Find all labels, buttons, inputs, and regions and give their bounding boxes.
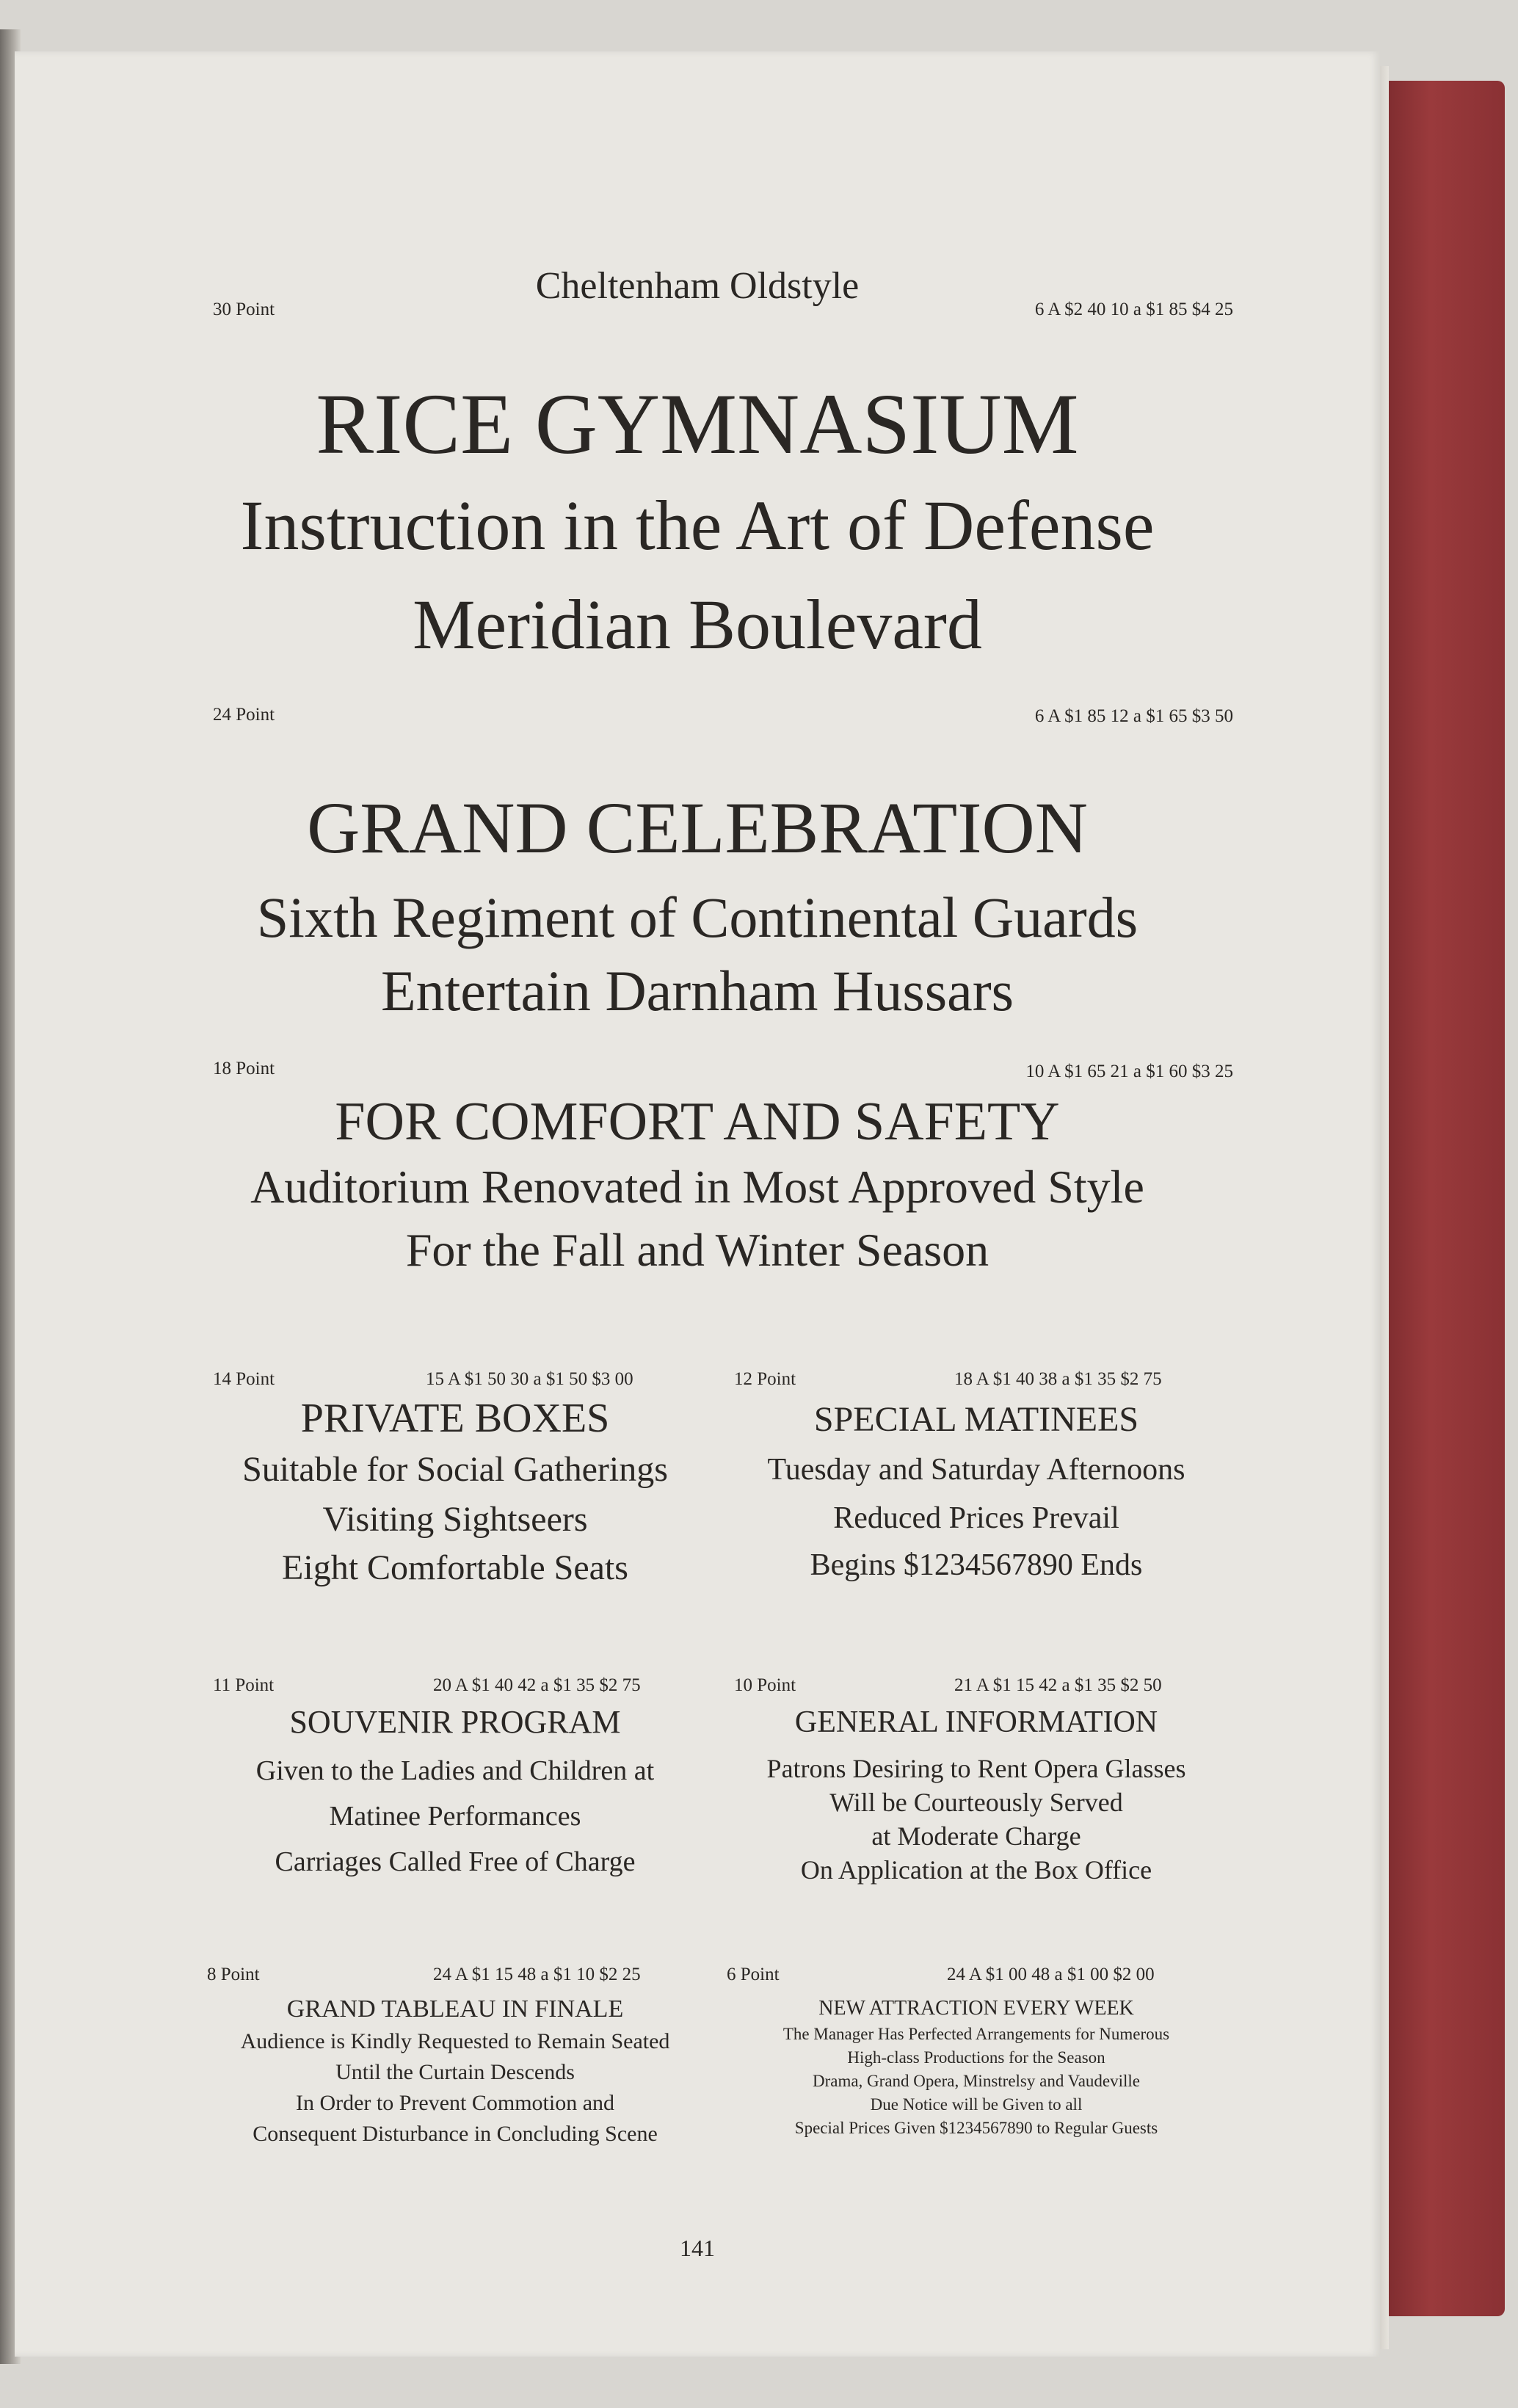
specimen-6-line-2: The Manager Has Perfected Arrangements for Numerous <box>782 2025 1170 2043</box>
size-label-10: 10 Point <box>734 1675 796 1695</box>
specimen-6-line-1: NEW ATTRACTION EVERY WEEK <box>818 1997 1134 2020</box>
specimen-10-line-4: at Moderate Charge <box>871 1821 1081 1851</box>
specimen-12-line-1: SPECIAL MATINEES <box>813 1400 1139 1439</box>
book-cover-edge <box>1380 81 1505 2316</box>
specimen-14-line-1: PRIVATE BOXES <box>300 1396 610 1441</box>
specimen-6-line-4: Drama, Grand Opera, Minstrelsy and Vaudeville <box>812 2072 1141 2090</box>
specimen-18-line-3: For the Fall and Winter Season <box>405 1224 989 1276</box>
specimen-6-line-3: High-class Productions for the Season <box>847 2048 1105 2067</box>
specimen-18-line-2: Auditorium Renovated in Most Approved Style <box>250 1161 1144 1213</box>
specimen-24-line-3: Entertain Darnham Hussars <box>380 959 1014 1023</box>
specimen-11 <box>191 1703 719 1891</box>
specimen-6-line-5: Due Notice will be Given to all <box>870 2095 1083 2114</box>
specimen-11-line-4: Carriages Called Free of Charge <box>275 1846 636 1877</box>
price-10: 21 A $1 15 42 a $1 35 $2 50 <box>954 1675 1162 1695</box>
specimen-14-line-4: Eight Comfortable Seats <box>282 1548 628 1587</box>
price-12: 18 A $1 40 38 a $1 35 $2 75 <box>954 1369 1162 1389</box>
running-head: Cheltenham Oldstyle <box>535 265 860 307</box>
size-label-18: 18 Point <box>213 1059 275 1078</box>
specimen-18-line-1: FOR COMFORT AND SAFETY <box>335 1092 1060 1152</box>
specimen-14 <box>191 1395 719 1596</box>
size-label-6: 6 Point <box>727 1965 780 1984</box>
page-number: 141 <box>680 2235 715 2261</box>
specimen-14-line-3: Visiting Sightseers <box>322 1500 588 1539</box>
price-6: 24 A $1 00 48 a $1 00 $2 00 <box>947 1965 1155 1984</box>
specimen-12-line-2: Tuesday and Saturday Afternoons <box>767 1453 1185 1487</box>
specimen-24-line-1: GRAND CELEBRATION <box>307 787 1088 868</box>
specimen-12-line-4: Begins $1234567890 Ends <box>810 1548 1143 1582</box>
specimen-10-line-3: Will be Courteously Served <box>829 1788 1123 1817</box>
specimen-12 <box>719 1399 1233 1595</box>
size-label-30: 30 Point <box>213 300 275 319</box>
price-14: 15 A $1 50 30 a $1 50 $3 00 <box>426 1369 633 1389</box>
specimen-10-line-1: GENERAL INFORMATION <box>794 1705 1158 1739</box>
specimen-12-line-3: Reduced Prices Prevail <box>833 1501 1119 1535</box>
specimen-11-line-1: SOUVENIR PROGRAM <box>289 1704 621 1740</box>
specimen-8-line-4: In Order to Prevent Commotion and <box>295 2091 615 2115</box>
specimen-14-line-2: Suitable for Social Gatherings <box>242 1450 668 1489</box>
size-label-12: 12 Point <box>734 1369 796 1389</box>
specimen-10 <box>719 1705 1233 1888</box>
specimen-10-line-5: On Application at the Box Office <box>800 1855 1152 1885</box>
specimen-8-line-2: Audience is Kindly Requested to Remain Seated <box>240 2029 670 2053</box>
price-24: 6 A $1 85 12 a $1 65 $3 50 <box>1034 706 1233 726</box>
specimen-8-line-5: Consequent Disturbance in Concluding Scene <box>253 2122 658 2146</box>
price-18: 10 A $1 65 21 a $1 60 $3 25 <box>1025 1062 1233 1081</box>
specimen-8 <box>191 1995 719 2153</box>
specimen-30-line-2: Instruction in the Art of Defense <box>240 486 1155 565</box>
size-label-14: 14 Point <box>213 1369 275 1389</box>
specimen-11-line-2: Given to the Ladies and Children at <box>255 1755 655 1786</box>
price-30: 6 A $2 40 10 a $1 85 $4 25 <box>1034 300 1233 319</box>
specimen-page <box>15 51 1380 2357</box>
size-label-24: 24 Point <box>213 705 275 725</box>
specimen-30-line-3: Meridian Boulevard <box>413 585 982 664</box>
specimen-8-line-3: Until the Curtain Descends <box>335 2060 575 2084</box>
price-8: 24 A $1 15 48 a $1 10 $2 25 <box>433 1965 641 1984</box>
specimen-30-line-1: RICE GYMNASIUM <box>316 376 1079 472</box>
specimen-6-line-6: Special Prices Given $1234567890 to Regular Guests <box>794 2119 1158 2137</box>
specimen-10-line-2: Patrons Desiring to Rent Opera Glasses <box>766 1754 1186 1783</box>
specimen-6 <box>719 1997 1233 2142</box>
price-11: 20 A $1 40 42 a $1 35 $2 75 <box>433 1675 641 1695</box>
specimen-11-line-3: Matinee Performances <box>329 1801 581 1832</box>
specimen-8-line-1: GRAND TABLEAU IN FINALE <box>286 1995 624 2023</box>
size-label-8: 8 Point <box>207 1965 260 1984</box>
specimen-24-line-2: Sixth Regiment of Continental Guards <box>256 885 1138 949</box>
size-label-11: 11 Point <box>213 1675 275 1695</box>
